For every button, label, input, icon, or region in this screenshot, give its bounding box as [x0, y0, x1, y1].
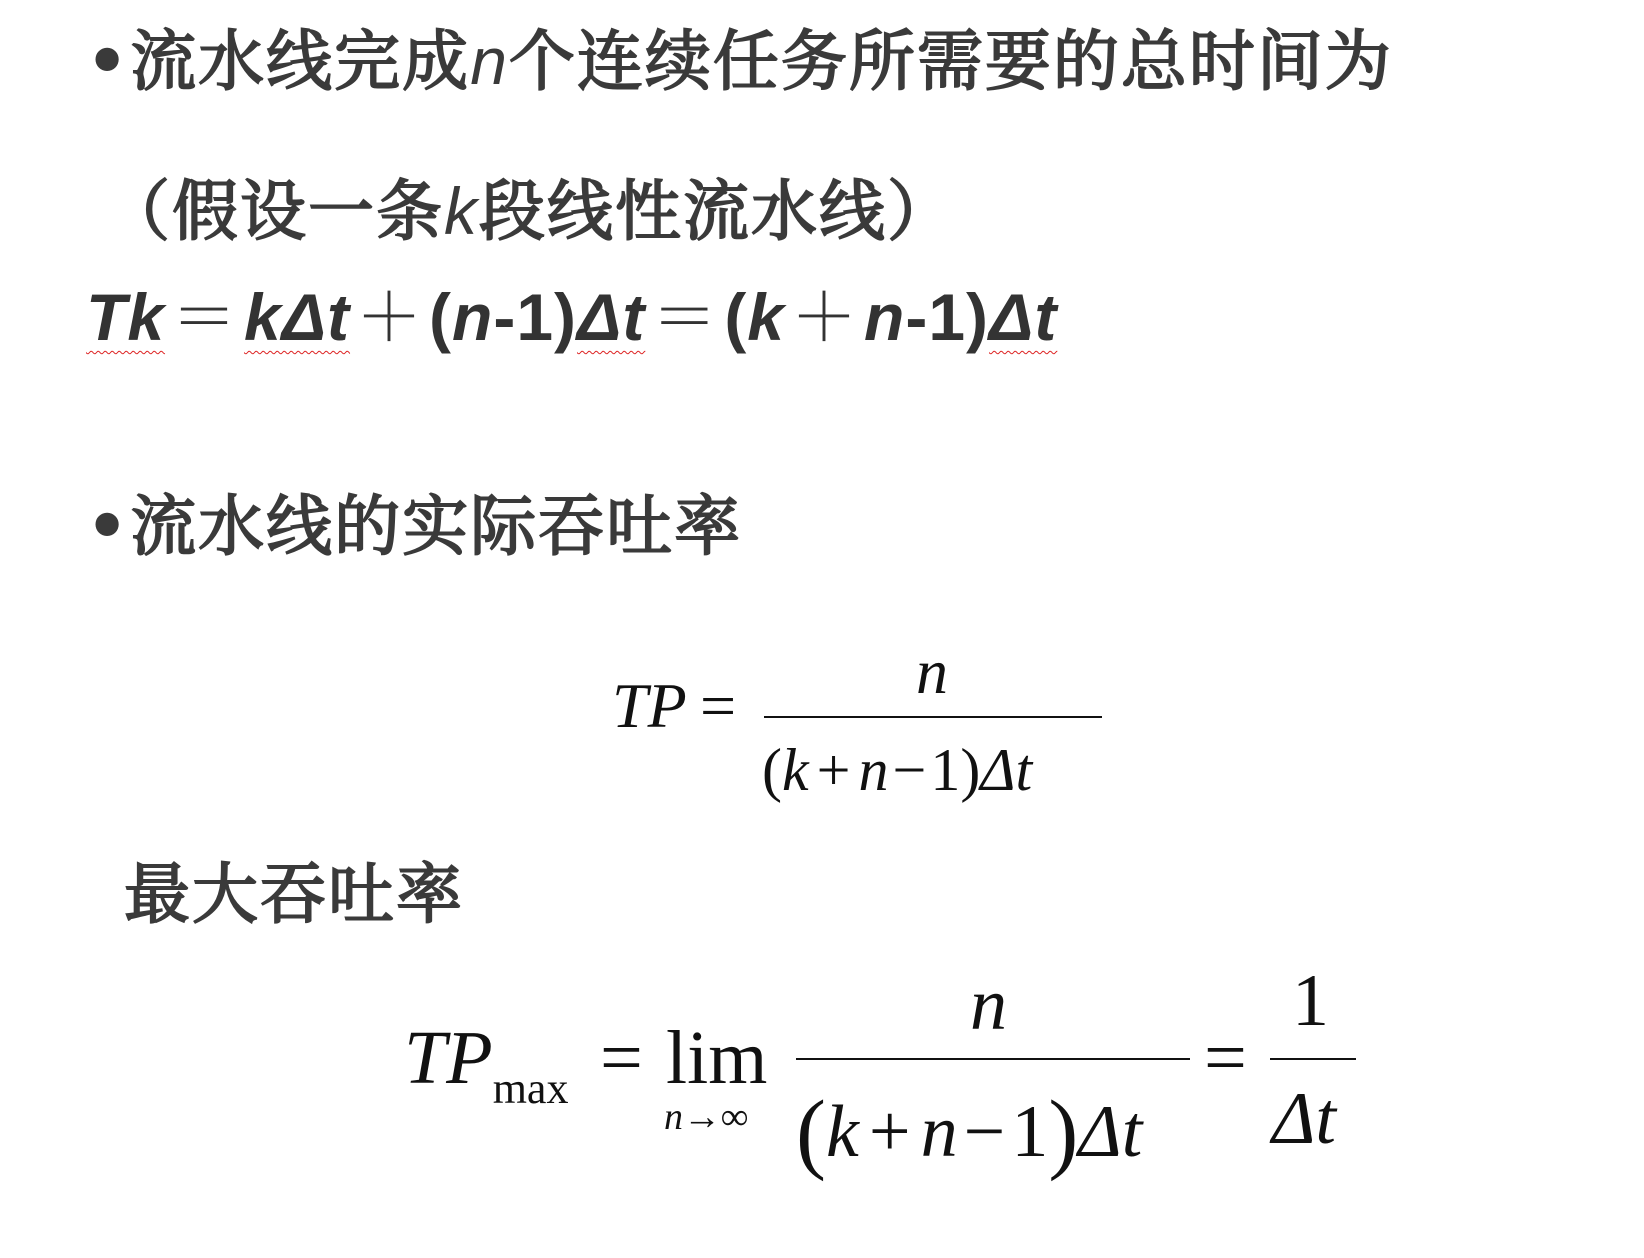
tp-denominator — [762, 737, 1033, 803]
tp-den-minus: − — [892, 737, 927, 803]
tpmax-fraction-line — [796, 1058, 1190, 1060]
tpmax-eq2: = — [1204, 1016, 1247, 1100]
tpmax-rhs-fraction-line — [1270, 1058, 1356, 1060]
tk-term2-minus1: -1 — [493, 280, 555, 354]
tpmax-rhs-num: 1 — [1292, 960, 1329, 1042]
variable-n: n — [470, 24, 509, 98]
tpmax-rhs-den: Δt — [1272, 1078, 1336, 1160]
assumption-text-before: （假设一条 — [104, 173, 444, 250]
heading-text-after: 个连续任务所需要的总时间为 — [508, 23, 1393, 100]
tp-den-dt: Δt — [980, 737, 1033, 803]
tk-plus2: ＋ — [791, 280, 859, 354]
tk-term2-dt: Δt — [577, 280, 646, 354]
tp-den-plus: + — [816, 737, 851, 803]
heading-actual-throughput-text: 流水线的实际吞吐率 — [130, 488, 743, 565]
tpmax-den-plus: + — [868, 1091, 911, 1173]
tk-formula — [86, 280, 1058, 354]
tpmax-den-minus: − — [963, 1091, 1006, 1173]
tk-term2-open: ( — [429, 280, 453, 354]
tpmax-den-k: k — [825, 1091, 859, 1173]
tpmax-lim-sub: n→∞ — [664, 1096, 749, 1138]
tpmax-den-close: ) — [1048, 1083, 1079, 1182]
tk-term2-n: n — [452, 280, 494, 354]
tp-equals: = — [700, 670, 737, 741]
heading-total-time — [86, 23, 1393, 100]
tk-term3-k: k — [747, 280, 786, 354]
tk-term2-close: ) — [554, 280, 578, 354]
tpmax-denominator — [796, 1082, 1143, 1182]
tpmax-numerator: n — [970, 964, 1007, 1046]
tpmax-lim: lim — [666, 1016, 768, 1100]
tpmax-den-dt: Δt — [1078, 1091, 1143, 1173]
heading-assumption — [104, 173, 955, 250]
tp-den-n: n — [858, 737, 889, 803]
tk-term3-close: ) — [966, 280, 990, 354]
tk-term3-dt: Δt — [989, 280, 1058, 354]
bullet-icon: • — [86, 23, 131, 100]
tpmax-den-one: 1 — [1011, 1091, 1049, 1173]
tpmax-lhs-tp: TP — [404, 1016, 493, 1100]
tk-lhs: Tk — [86, 280, 166, 354]
bullet-icon: • — [86, 488, 131, 565]
assumption-text-after: 段线性流水线） — [479, 173, 955, 250]
variable-k: k — [444, 174, 479, 248]
heading-actual-throughput — [86, 488, 743, 565]
heading-max-throughput — [124, 856, 464, 933]
tp-den-open: ( — [762, 737, 782, 803]
tp-lhs: TP — [612, 670, 687, 741]
tk-eq1: ＝ — [171, 280, 239, 354]
tp-den-close: ) — [960, 737, 981, 803]
tk-term1: kΔt — [244, 280, 351, 354]
tpmax-den-n: n — [920, 1091, 958, 1173]
tpmax-lhs — [404, 1016, 569, 1113]
tp-den-one: 1 — [930, 737, 961, 803]
tpmax-lhs-sub: max — [492, 1064, 569, 1113]
tpmax-den-open: ( — [796, 1083, 826, 1182]
heading-max-throughput-text: 最大吞吐率 — [124, 856, 464, 933]
tp-numerator: n — [916, 636, 948, 707]
tk-term3-minus1: -1 — [905, 280, 967, 354]
tp-den-k: k — [781, 737, 809, 803]
tk-term3-n: n — [864, 280, 906, 354]
heading-text-before: 流水线完成 — [130, 23, 471, 100]
tk-plus1: ＋ — [356, 280, 424, 354]
tp-fraction-line — [764, 716, 1102, 718]
tk-term3-open: ( — [724, 280, 748, 354]
tk-eq2: ＝ — [651, 280, 719, 354]
tpmax-eq1: = — [600, 1016, 643, 1100]
